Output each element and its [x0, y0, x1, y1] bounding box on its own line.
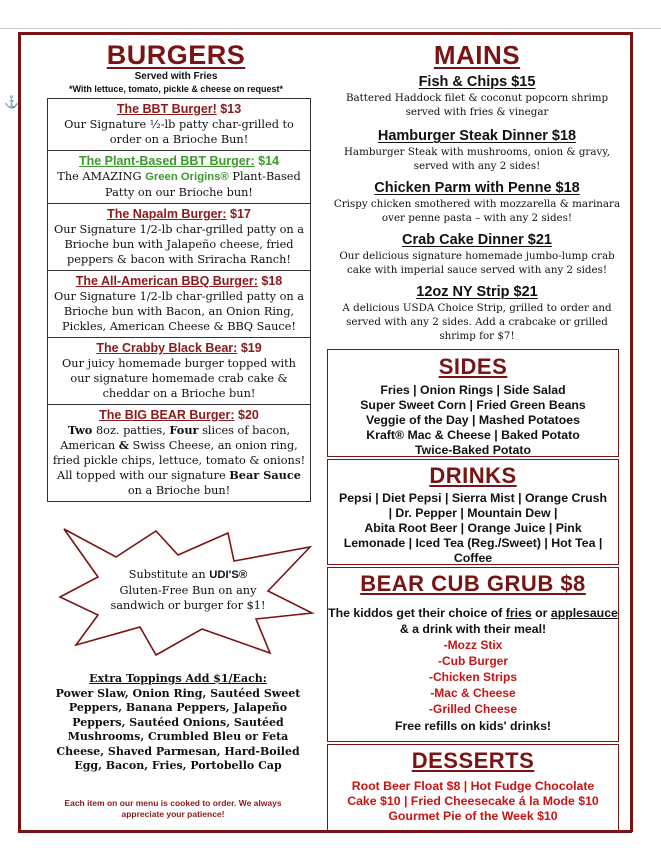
burger-desc: Our Signature 1/2-lb char-grilled patty on a Brioche bun with Jalapeño cheese, fried peppers & bacon with Sriracha Ranch!	[53, 223, 304, 266]
burger-desc: The AMAZING Green Origins® Plant-Based Patty on our Brioche bun!	[57, 170, 301, 199]
main-desc: Battered Haddock filet & coconut popcorn shrimp served with fries & vinegar	[345, 92, 609, 118]
burger-item-napalm[interactable]	[47, 203, 311, 271]
kids-item: -Chicken Strips	[428, 670, 518, 684]
burger-desc: Our juicy homemade burger topped with our signature homemade crab cake & cheddar on a Brioche bun!	[62, 357, 296, 400]
desserts-box	[327, 744, 619, 832]
drinks-box	[327, 459, 619, 565]
burger-item-big-bear[interactable]	[47, 404, 311, 502]
kids-menu-box	[327, 567, 619, 742]
burgers-section	[30, 40, 322, 95]
burger-item-crabby-black-bear[interactable]	[47, 337, 311, 405]
burger-item-all-american-bbq[interactable]	[47, 270, 311, 338]
mains-heading: MAINS	[433, 40, 521, 70]
frame-border-right	[630, 32, 633, 832]
burger-desc: Our Signature 1/2-lb char-grilled patty on a Brioche bun with Bacon, an Onion Ring, Pickles, American Cheese & BBQ Sauce!	[53, 290, 304, 333]
toppings-list: Power Slaw, Onion Ring, Sautéed Sweet Peppers, Banana Peppers, Jalapeño Peppers, Sautéed Onions, Sautéed Mushrooms, Crumbled Bleu or Feta Cheese, Shaved Parmesan, Hard-Boiled Egg, Bacon, Fries, Portobello Cap	[55, 686, 301, 772]
kids-refills: Free refills on kids' drinks!	[395, 719, 551, 733]
main-desc: Crispy chicken smothered with mozzarella & marinara over penne pasta – with any 2 sides!	[333, 198, 621, 224]
sides-line: Twice-Baked Potato	[415, 443, 531, 457]
sides-heading: SIDES	[438, 354, 508, 379]
substitute-text: Substitute an UDI'S® Gluten-Free Bun on any sandwich or burger for $1!	[110, 568, 266, 612]
drinks-list	[328, 491, 618, 566]
desserts-line: Gourmet Pie of the Week $10	[388, 809, 558, 823]
burger-title: The All-American BBQ Burger: $18	[75, 274, 283, 288]
extra-toppings	[52, 672, 304, 774]
drinks-line: Lemonade | Iced Tea (Reg./Sweet) | Hot Tea |	[343, 536, 603, 550]
toppings-title: Extra Toppings Add $1/Each:	[89, 672, 267, 685]
main-desc: Hamburger Steak with mushrooms, onion & gravy, served with any 2 sides!	[343, 146, 611, 172]
desserts-list	[328, 779, 618, 824]
main-title[interactable]: Crab Cake Dinner $21	[402, 232, 552, 248]
anchor-icon[interactable]: ⚓	[4, 95, 19, 109]
burgers-subtitle: Served with Fries	[134, 71, 218, 82]
kids-intro: The kiddos get their choice of fries or applesauce & a drink with their meal!	[328, 606, 618, 636]
main-title[interactable]: Chicken Parm with Penne $18	[374, 180, 580, 196]
burgers-heading: BURGERS	[106, 40, 246, 70]
page-edge	[0, 28, 661, 29]
main-desc: Our delicious signature homemade jumbo-lump crab cake with imperial sauce served with any 2 sides!	[339, 250, 615, 276]
substitute-callout	[56, 527, 318, 657]
drinks-line: Abita Root Beer | Orange Juice | Pink	[364, 521, 582, 535]
frame-border-top	[18, 32, 632, 35]
sides-line: Veggie of the Day | Mashed Potatoes	[366, 413, 580, 427]
sides-line: Fries | Onion Rings | Side Salad	[380, 383, 566, 397]
burger-title: The BIG BEAR Burger: $20	[99, 408, 259, 422]
kids-item: -Mac & Cheese	[430, 686, 516, 700]
drinks-heading: DRINKS	[429, 463, 517, 488]
frame-border-left	[18, 32, 21, 832]
sides-line: Super Sweet Corn | Fried Green Beans	[360, 398, 586, 412]
desserts-line: Cake $10 | Fried Cheesecake á la Mode $10	[347, 794, 599, 808]
sides-line: Kraft® Mac & Cheese | Baked Potato	[366, 428, 580, 442]
burger-desc: Our Signature ½-lb patty char-grilled to order on a Brioche Bun!	[64, 118, 294, 146]
burger-title: The Napalm Burger: $17	[107, 207, 251, 221]
burger-desc: Two 8oz. patties, Four slices of bacon, American & Swiss Cheese, an onion ring, fried pickle chips, lettuce, tomato & onions! All topped with our signature Bear Sauce on a Brioche bun!	[52, 423, 306, 497]
kids-item: -Grilled Cheese	[428, 702, 518, 716]
drinks-line: Coffee	[453, 551, 493, 565]
burgers-note: *With lettuce, tomato, pickle & cheese on request*	[69, 84, 283, 94]
kids-heading: BEAR CUB GRUB $8	[360, 571, 586, 596]
drinks-line: | Dr. Pepper | Mountain Dew |	[388, 506, 558, 520]
footnote: Each item on our menu is cooked to order. We always appreciate your patience!	[64, 798, 282, 819]
kids-item: -Cub Burger	[438, 654, 508, 668]
burger-item-plant-based[interactable]	[47, 150, 311, 204]
desserts-line: Root Beer Float $8 | Hot Fudge Chocolate	[351, 779, 595, 793]
burger-list	[47, 99, 311, 502]
main-title[interactable]: Hamburger Steak Dinner $18	[377, 128, 577, 144]
main-desc: A delicious USDA Choice Strip, grilled to order and served with any 2 sides. Add a crabcake or grilled shrimp for $7!	[342, 302, 612, 342]
kids-items	[328, 637, 618, 717]
sides-list	[328, 383, 618, 458]
main-title[interactable]: 12oz NY Strip $21	[416, 284, 538, 300]
desserts-heading: DESSERTS	[411, 748, 535, 773]
burger-title: The Plant-Based BBT Burger: $14	[78, 154, 280, 168]
drinks-line: Pepsi | Diet Pepsi | Sierra Mist | Orange Crush	[339, 491, 607, 505]
burger-item-bbt[interactable]	[47, 98, 311, 151]
burger-title: The BBT Burger! $13	[116, 102, 242, 116]
main-title[interactable]: Fish & Chips $15	[418, 74, 536, 90]
sides-box	[327, 349, 619, 457]
kids-item: -Mozz Stix	[443, 638, 503, 652]
burger-title: The Crabby Black Bear: $19	[96, 341, 262, 355]
mains-section	[332, 40, 622, 343]
